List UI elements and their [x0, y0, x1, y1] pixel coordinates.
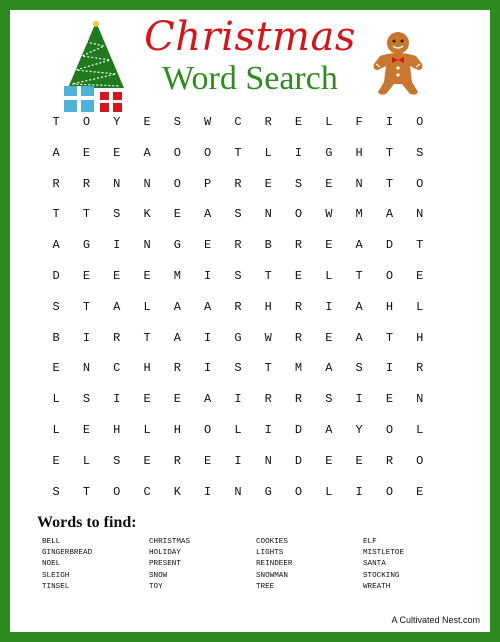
grid-row	[41, 297, 465, 328]
grid-cell[interactable]: O	[294, 207, 303, 222]
grid-cell[interactable]: D	[385, 238, 394, 253]
grid-cell[interactable]: R	[173, 453, 181, 468]
grid-cell[interactable]: H	[264, 299, 272, 314]
grid-cell[interactable]: H	[143, 361, 151, 376]
grid-cell[interactable]: I	[264, 422, 272, 437]
grid-cell[interactable]: A	[204, 299, 212, 314]
grid-cell[interactable]: R	[294, 330, 303, 345]
grid-cell[interactable]: E	[82, 268, 91, 283]
gingerbread-man-icon	[370, 30, 426, 96]
grid-cell[interactable]: O	[385, 484, 394, 499]
grid-cell[interactable]: N	[82, 361, 91, 376]
grid-cell[interactable]: O	[416, 176, 424, 191]
grid-cell[interactable]: A	[325, 361, 333, 376]
grid-cell[interactable]: L	[325, 268, 333, 283]
grid-cell[interactable]: E	[82, 145, 91, 160]
grid-cell[interactable]: G	[234, 330, 242, 345]
grid-row	[41, 482, 465, 513]
grid-cell[interactable]: R	[52, 176, 60, 191]
grid-cell[interactable]: I	[82, 330, 91, 345]
grid-cell[interactable]: E	[204, 238, 212, 253]
grid-cell[interactable]: D	[294, 453, 303, 468]
grid-cell[interactable]: S	[234, 268, 242, 283]
grid-cell[interactable]: T	[52, 115, 60, 129]
grid-cell[interactable]: T	[143, 330, 151, 345]
grid-cell[interactable]: A	[355, 299, 363, 314]
grid-cell[interactable]: I	[204, 330, 212, 345]
word-list-item: REINDEER	[256, 560, 293, 569]
grid-cell[interactable]: I	[234, 392, 242, 407]
word-list-item: TREE	[256, 582, 275, 591]
grid-cell[interactable]: E	[325, 330, 333, 345]
grid-cell[interactable]: T	[82, 207, 91, 222]
grid-cell[interactable]: E	[143, 392, 151, 407]
grid-cell[interactable]: M	[294, 361, 303, 376]
grid-row	[41, 143, 465, 174]
word-list-item: CHRISTMAS	[149, 538, 191, 546]
word-list-item: SLEIGH	[42, 571, 70, 580]
grid-cell[interactable]: T	[82, 484, 91, 499]
grid-cell[interactable]: S	[325, 392, 333, 407]
grid-row	[41, 204, 465, 235]
word-list-item: SANTA	[363, 560, 386, 569]
grid-cell[interactable]: M	[355, 207, 363, 222]
grid-cell[interactable]: B	[264, 238, 272, 253]
grid-cell[interactable]: E	[325, 453, 333, 468]
grid-row	[41, 358, 465, 389]
grid-cell[interactable]: E	[264, 176, 272, 191]
grid-cell[interactable]: S	[173, 115, 181, 129]
grid-cell[interactable]: L	[325, 484, 333, 499]
word-list-item: HOLIDAY	[149, 549, 181, 558]
grid-cell[interactable]: W	[204, 115, 212, 129]
word-list-item: WREATH	[363, 582, 391, 591]
grid-cell[interactable]: A	[52, 145, 60, 160]
word-list-item: BELL	[42, 538, 61, 546]
grid-cell[interactable]: R	[416, 361, 424, 376]
credit-text: A Cultivated Nest.com	[391, 615, 480, 625]
grid-cell[interactable]: H	[173, 422, 181, 437]
grid-row	[41, 389, 465, 420]
grid-cell[interactable]: E	[325, 176, 333, 191]
grid-cell[interactable]: L	[143, 299, 151, 314]
grid-cell[interactable]: H	[385, 299, 394, 314]
grid-cell[interactable]: E	[325, 238, 333, 253]
grid-cell[interactable]: T	[264, 268, 272, 283]
grid-cell[interactable]: F	[355, 115, 363, 129]
grid-cell[interactable]: N	[264, 207, 272, 222]
grid-cell[interactable]: S	[113, 207, 121, 222]
grid-cell[interactable]: T	[385, 176, 394, 191]
grid-cell[interactable]: I	[355, 392, 363, 407]
grid-cell[interactable]: Y	[113, 115, 121, 129]
letter-grid	[41, 112, 465, 512]
grid-cell[interactable]: G	[82, 238, 91, 253]
grid-cell[interactable]: S	[416, 145, 424, 160]
grid-cell[interactable]: H	[416, 330, 424, 345]
word-list-item: MISTLETOE	[363, 549, 405, 558]
grid-row	[41, 451, 465, 482]
title-word-search: Word Search	[162, 60, 338, 97]
grid-cell[interactable]: R	[234, 238, 242, 253]
grid-cell[interactable]: S	[82, 392, 91, 407]
grid-cell[interactable]: C	[113, 361, 121, 376]
grid-cell[interactable]: L	[52, 422, 60, 437]
grid-cell[interactable]: H	[113, 422, 121, 437]
grid-cell[interactable]: R	[82, 176, 91, 191]
grid-cell[interactable]: O	[416, 115, 424, 129]
word-list-item: GINGERBREAD	[42, 549, 93, 558]
grid-cell[interactable]: G	[264, 484, 272, 499]
grid-cell[interactable]: W	[264, 330, 272, 345]
grid-cell[interactable]: S	[52, 484, 60, 499]
grid-cell[interactable]: O	[173, 145, 181, 160]
grid-cell[interactable]: I	[204, 484, 212, 499]
grid-cell[interactable]: L	[52, 392, 60, 407]
grid-cell[interactable]: T	[416, 238, 424, 253]
grid-cell[interactable]: H	[355, 145, 363, 160]
grid-cell[interactable]: I	[294, 145, 303, 160]
grid-cell[interactable]: S	[294, 176, 303, 191]
grid-row	[41, 174, 465, 205]
grid-cell[interactable]: R	[294, 392, 303, 407]
grid-cell[interactable]: O	[294, 484, 303, 499]
grid-cell[interactable]: I	[325, 299, 333, 314]
grid-cell[interactable]: O	[113, 484, 121, 499]
grid-cell[interactable]: E	[385, 392, 394, 407]
grid-cell[interactable]: E	[355, 453, 363, 468]
grid-row	[41, 420, 465, 451]
grid-cell[interactable]: I	[355, 484, 363, 499]
grid-cell[interactable]: S	[234, 207, 242, 222]
title-christmas: Christmas	[144, 14, 356, 60]
grid-cell[interactable]: K	[143, 207, 151, 222]
word-list-item: SNOWMAN	[256, 571, 288, 580]
word-list-item: NOEL	[42, 560, 61, 569]
grid-cell[interactable]: T	[52, 207, 60, 222]
word-list	[42, 538, 470, 592]
grid-cell[interactable]: R	[294, 238, 303, 253]
grid-cell[interactable]: T	[234, 145, 242, 160]
grid-cell[interactable]: D	[52, 268, 60, 283]
grid-cell[interactable]: W	[325, 207, 333, 222]
grid-cell[interactable]: N	[416, 392, 424, 407]
word-list-item: ELF	[363, 538, 377, 546]
grid-cell[interactable]: N	[143, 238, 151, 253]
grid-cell[interactable]: R	[113, 330, 121, 345]
grid-cell[interactable]: I	[234, 453, 242, 468]
grid-cell[interactable]: A	[173, 330, 181, 345]
word-list-item: TINSEL	[42, 582, 70, 591]
grid-cell[interactable]: A	[385, 207, 394, 222]
grid-cell[interactable]: D	[294, 422, 303, 437]
grid-cell[interactable]: O	[173, 176, 181, 191]
grid-cell[interactable]: N	[355, 176, 363, 191]
words-heading: Words to find:	[37, 514, 137, 531]
grid-cell[interactable]: E	[52, 361, 60, 376]
grid-cell[interactable]: S	[113, 453, 121, 468]
grid-cell[interactable]: I	[204, 268, 212, 283]
grid-cell[interactable]: A	[325, 422, 333, 437]
word-list-item: SNOW	[149, 571, 168, 580]
grid-cell[interactable]: E	[173, 392, 181, 407]
grid-cell[interactable]: O	[416, 453, 424, 468]
grid-row	[41, 112, 465, 143]
grid-cell[interactable]: E	[294, 115, 303, 129]
grid-cell[interactable]: N	[113, 176, 121, 191]
grid-cell[interactable]: E	[173, 207, 181, 222]
word-list-item: COOKIES	[256, 538, 288, 546]
grid-cell[interactable]: R	[294, 299, 303, 314]
grid-cell[interactable]: L	[264, 145, 272, 160]
grid-cell[interactable]: I	[385, 115, 394, 129]
grid-cell[interactable]: L	[143, 422, 151, 437]
grid-cell[interactable]: O	[385, 422, 394, 437]
grid-cell[interactable]: E	[143, 115, 151, 129]
grid-row	[41, 235, 465, 266]
grid-cell[interactable]: A	[204, 207, 212, 222]
grid-cell[interactable]: N	[416, 207, 424, 222]
grid-cell[interactable]: O	[385, 268, 394, 283]
grid-cell[interactable]: N	[264, 453, 272, 468]
grid-cell[interactable]: S	[355, 361, 363, 376]
grid-cell[interactable]: B	[52, 330, 60, 345]
grid-cell[interactable]: T	[385, 145, 394, 160]
grid-cell[interactable]: R	[264, 392, 272, 407]
grid-cell[interactable]: C	[234, 115, 242, 129]
puzzle-page	[10, 10, 490, 632]
grid-cell[interactable]: L	[234, 422, 242, 437]
grid-cell[interactable]: R	[385, 453, 394, 468]
grid-cell[interactable]: A	[52, 238, 60, 253]
grid-cell[interactable]: E	[416, 268, 424, 283]
grid-cell[interactable]: E	[52, 453, 60, 468]
word-list-item: LIGHTS	[256, 549, 284, 558]
grid-cell[interactable]: T	[355, 268, 363, 283]
grid-cell[interactable]: E	[416, 484, 424, 499]
grid-cell[interactable]: G	[325, 145, 333, 160]
grid-cell[interactable]: A	[355, 238, 363, 253]
grid-cell[interactable]: N	[143, 176, 151, 191]
grid-cell[interactable]: Y	[355, 422, 363, 437]
grid-cell[interactable]: E	[82, 422, 91, 437]
grid-cell[interactable]: N	[234, 484, 242, 499]
word-list-item: PRESENT	[149, 560, 181, 569]
grid-cell[interactable]: S	[52, 299, 60, 314]
grid-cell[interactable]: A	[204, 392, 212, 407]
grid-cell[interactable]: O	[82, 115, 91, 129]
grid-cell[interactable]: O	[204, 145, 212, 160]
word-list-item: STOCKING	[363, 571, 400, 580]
grid-cell[interactable]: L	[325, 115, 333, 129]
grid-row	[41, 328, 465, 359]
grid-cell[interactable]: A	[113, 299, 121, 314]
grid-cell[interactable]: L	[416, 422, 424, 437]
grid-cell[interactable]: R	[234, 299, 242, 314]
grid-cell[interactable]: E	[294, 268, 303, 283]
grid-cell[interactable]: T	[264, 361, 272, 376]
grid-cell[interactable]: L	[82, 453, 91, 468]
grid-cell[interactable]: O	[204, 422, 212, 437]
grid-cell[interactable]: R	[234, 176, 242, 191]
grid-cell[interactable]: E	[113, 145, 121, 160]
grid-cell[interactable]: G	[173, 238, 181, 253]
grid-cell[interactable]: E	[143, 268, 151, 283]
word-list-item: TOY	[149, 582, 163, 591]
grid-cell[interactable]: E	[204, 453, 212, 468]
grid-cell[interactable]: R	[173, 361, 181, 376]
grid-cell[interactable]: I	[113, 238, 121, 253]
grid-row	[41, 266, 465, 297]
grid-cell[interactable]: A	[355, 330, 363, 345]
grid-cell[interactable]: S	[234, 361, 242, 376]
grid-cell[interactable]: I	[204, 361, 212, 376]
grid-cell[interactable]: I	[113, 392, 121, 407]
grid-cell[interactable]: E	[143, 453, 151, 468]
grid-cell[interactable]: I	[385, 361, 394, 376]
grid-cell[interactable]: C	[143, 484, 151, 499]
grid-cell[interactable]: R	[264, 115, 272, 129]
grid-cell[interactable]: K	[173, 484, 181, 499]
grid-cell[interactable]: A	[173, 299, 181, 314]
grid-cell[interactable]: E	[113, 268, 121, 283]
grid-cell[interactable]: M	[173, 268, 181, 283]
grid-cell[interactable]: L	[416, 299, 424, 314]
grid-cell[interactable]: T	[82, 299, 91, 314]
grid-cell[interactable]: A	[143, 145, 151, 160]
grid-cell[interactable]: P	[204, 176, 212, 191]
grid-cell[interactable]: T	[385, 330, 394, 345]
